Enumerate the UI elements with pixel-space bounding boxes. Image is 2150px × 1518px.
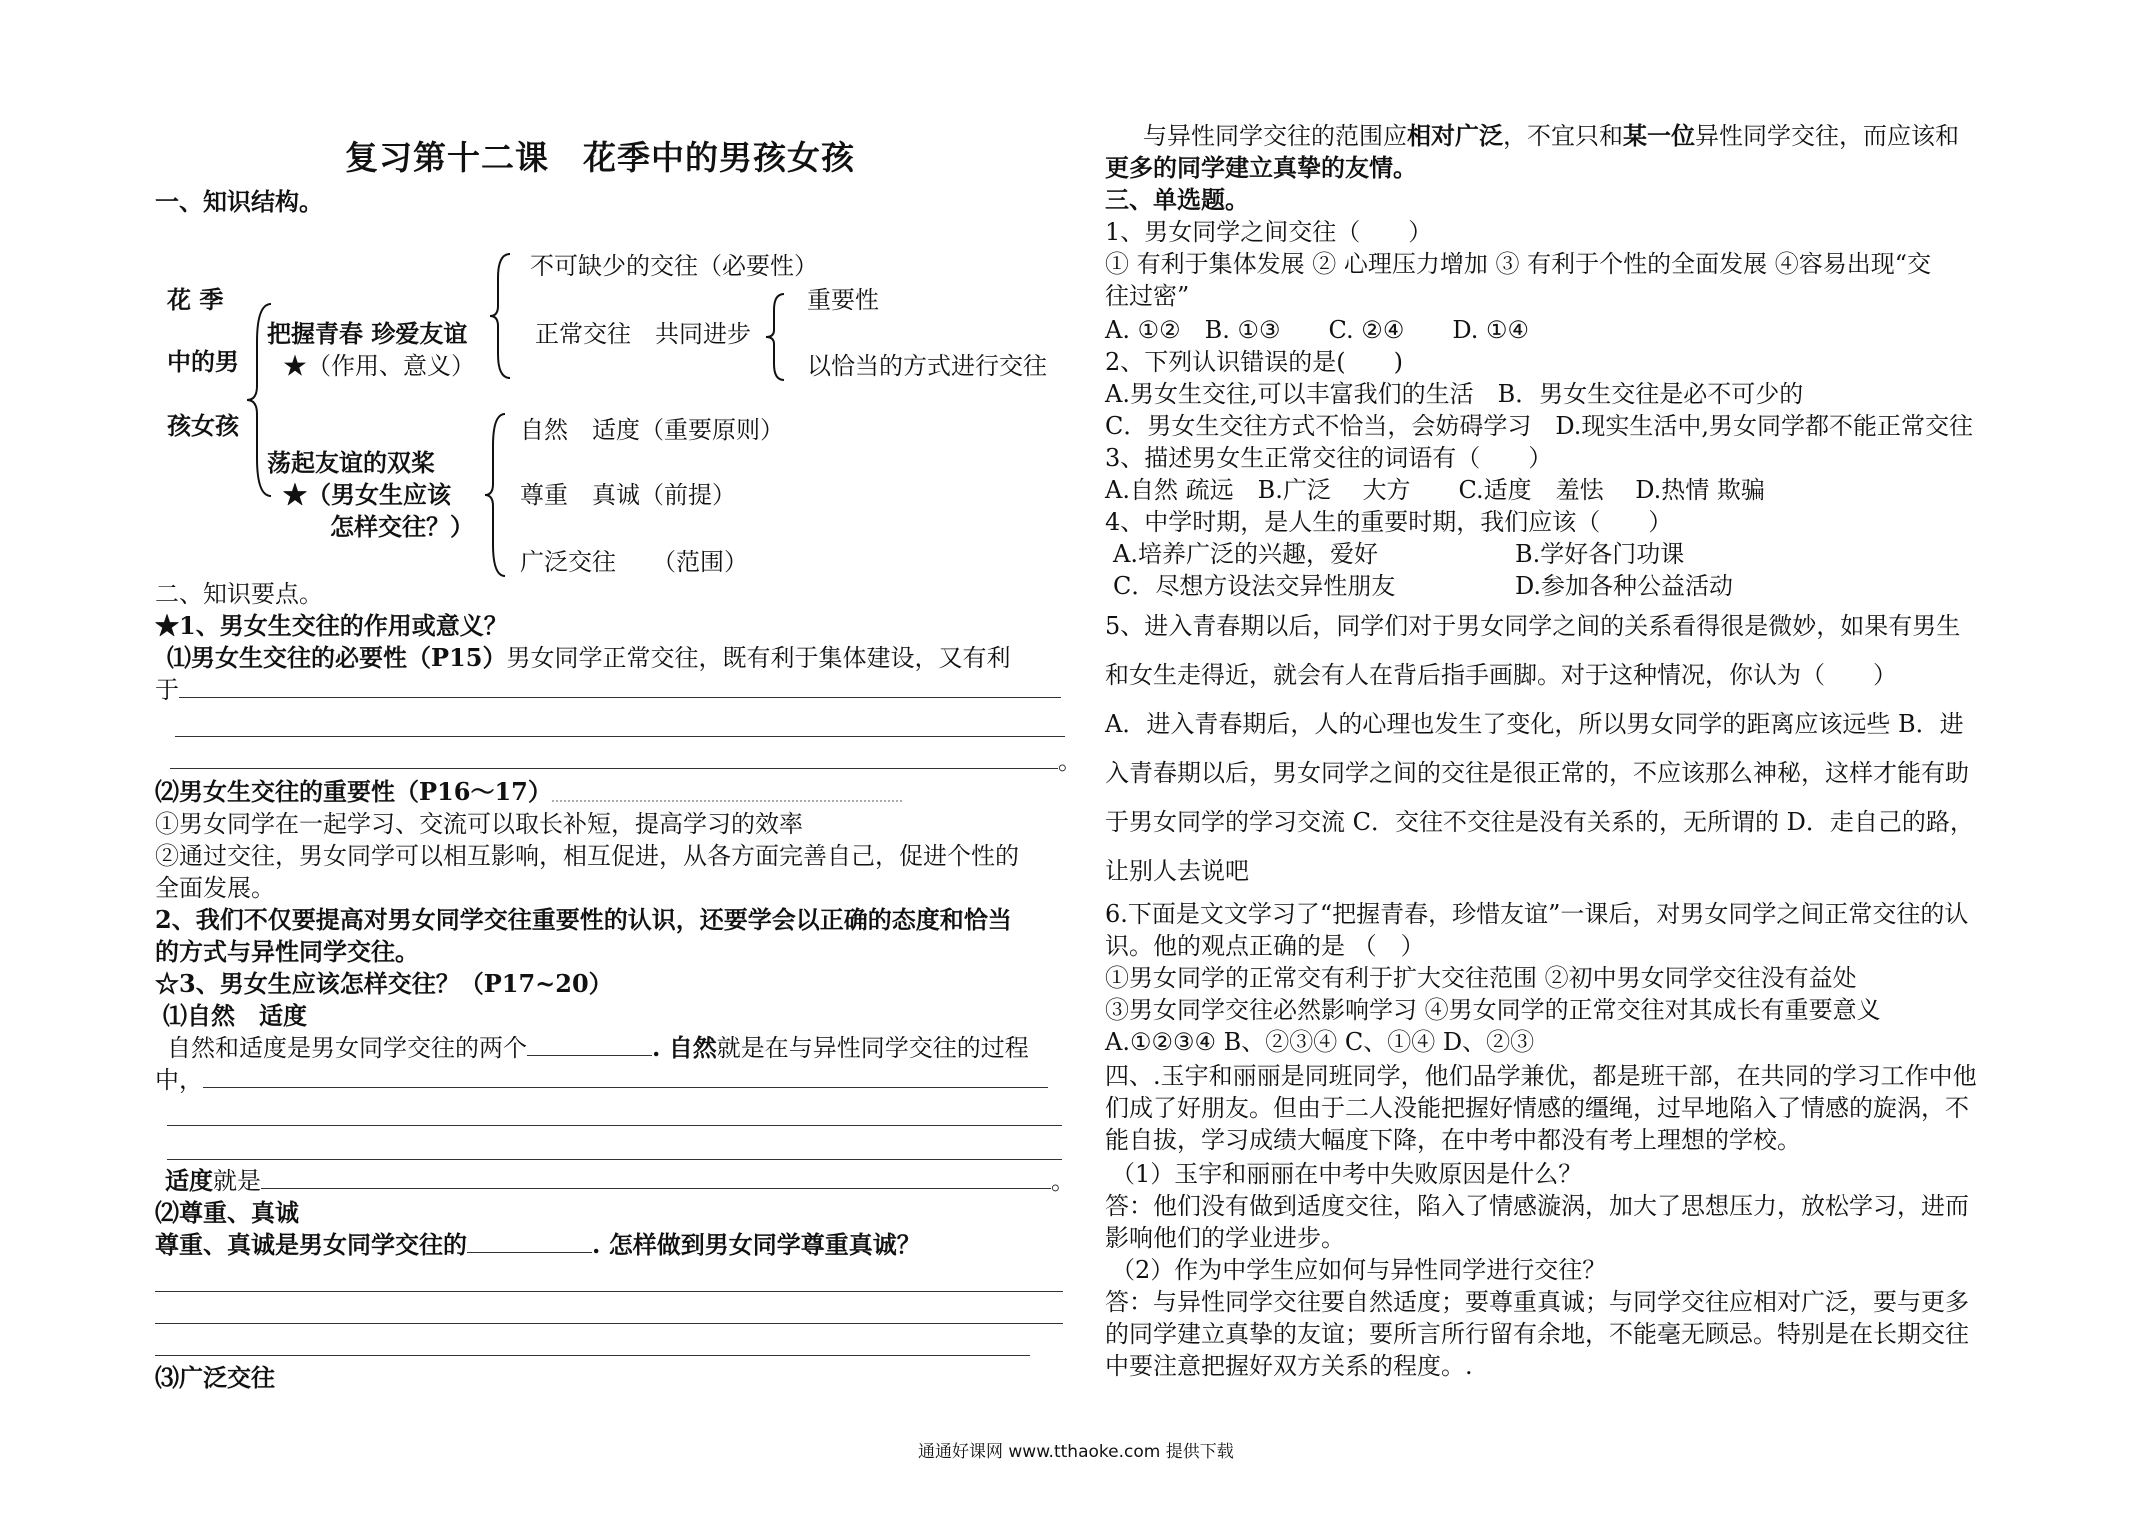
section-4-answer-2-line-2: 的同学建立真挚的友谊；要所言所行留有余地，不能毫无顾忌。特别是在长期交往 [1105,1320,1969,1348]
tree-root-line-2: 中的男 [167,347,239,376]
mc-question-5-line-2: 和女生走得近，就会有人在背后指手画脚。对于这种情况，你认为（ ） [1105,661,1897,689]
section-key-points: 二、知识要点。 [155,580,323,608]
mc-question-2: 2、下列认识错误的是( ) [1105,348,1403,376]
tree-branch1-item-2: 正常交往 共同进步 [535,320,751,348]
tree-root-line-3: 孩女孩 [167,411,239,440]
importance-point-2: ②通过交往，男女同学可以相互影响，相互促进，从各方面完善自己，促进个性的 [155,842,1019,870]
mc-question-4-choice-c: C．尽想方设法交异性朋友 [1113,572,1396,600]
answer-blank-line [155,1290,1063,1292]
mc-question-3-choices: A.自然 疏远 B.广泛 大方 C.适度 羞怯 D.热情 欺骗 [1105,476,1765,504]
tree-branch2-sub1: ★（男女生应该 [283,480,451,509]
mc-question-1-options: ① 有利于集体发展 ② 心理压力增加 ③ 有利于个性的全面发展 ④容易出现“交 [1105,250,1932,278]
mc-question-6-line-1: 6.下面是文文学习了“把握青春，珍惜友谊”一课后，对男女同学之间正常交往的认 [1105,900,1969,928]
tree-branch2-label: 荡起友谊的双桨 [267,448,435,477]
question-3-heading: ☆3、男女生应该怎样交往？（P17~20） [155,969,613,998]
tree-branch2-brace [483,412,509,578]
broad-interaction-heading: ⑶广泛交往 [155,1363,275,1392]
tree-branch2-sub2: 怎样交往？） [330,512,474,541]
mc-question-5-line-6: 让别人去说吧 [1105,857,1249,885]
necessity-line-2: 于 [155,674,1061,706]
answer-blank-line [155,1322,1063,1324]
section-4-question-1: （1）玉宇和丽丽在中考中失败原因是什么？ [1111,1160,1583,1188]
range-line-2: 更多的同学建立真挚的友情。 [1105,153,1417,182]
mc-question-6-statement-2: ③男女同学交往必然影响学习 ④男女同学的正常交往对其成长有重要意义 [1105,996,1881,1024]
section-4-question-2: （2）作为中学生应如何与异性同学进行交往？ [1111,1256,1607,1284]
mc-question-5-line-4: 入青春期以后，男女同学之间的交往是很正常的，不应该那么神秘，这样才能有助 [1105,759,1969,787]
natural-moderate-line-2: 中， [155,1064,1048,1096]
mc-question-4: 4、中学时期，是人生的重要时期，我们应该（ ） [1105,508,1673,536]
mc-question-3: 3、描述男女生正常交往的词语有（ ） [1105,444,1553,472]
tree-sub-item-2: 以恰当的方式进行交往 [807,352,1047,380]
mc-question-6-statement-1: ①男女同学的正常交有利于扩大交往范围 ②初中男女同学交往没有益处 [1105,964,1857,992]
mc-question-1-options-cont: 往过密” [1105,282,1190,310]
answer-blank-line [155,1354,1030,1356]
answer-blank-line [167,1158,1062,1160]
natural-moderate-heading: ⑴自然 适度 [163,1001,307,1030]
tree-sub-brace [764,292,788,382]
tree-branch2-item-3: 广泛交往 （范围） [520,548,748,576]
section-4-answer-2-line-1: 答：与异性同学交往要自然适度；要尊重真诚；与同学交往应相对广泛，要与更多 [1105,1288,1969,1316]
mc-question-2-choice-ab: A.男女生交往,可以丰富我们的生活 B．男女生交往是必不可少的 [1105,380,1804,408]
importance-point-2-cont: 全面发展。 [155,874,275,902]
section-knowledge-structure: 一、知识结构。 [155,187,323,216]
section-single-choice: 三、单选题。 [1105,185,1249,214]
mc-question-4-choice-b: B.学好各门功课 [1515,540,1685,568]
tree-branch2-item-2: 尊重 真诚（前提） [520,481,736,509]
mc-question-6-line-2: 识。他的观点正确的是 （ ） [1105,932,1425,960]
question-2-line-1: 2、我们不仅要提高对男女同学交往重要性的认识，还要学会以正确的态度和恰当 [155,905,1012,934]
mc-question-6-choices: A.①②③④ B、②③④ C、①④ D、②③ [1105,1028,1535,1056]
answer-blank-line [175,735,1065,737]
natural-moderate-line-1: 自然和适度是男女同学交往的两个 . 自然就是在与异性同学交往的过程 [167,1033,1029,1062]
importance-point-1: ①男女同学在一起学习、交流可以取长补短，提高学习的效率 [155,810,803,838]
necessity-line-3: 。 [170,745,1082,777]
mc-question-5-line-1: 5、进入青春期以后，同学们对于男女同学之间的关系看得很是微妙，如果有男生 [1105,612,1961,640]
section-4-answer-1-line-1: 答：他们没有做到适度交往，陷入了情感漩涡，加大了思想压力，放松学习，进而 [1105,1192,1969,1220]
mc-question-1-choices: A. ①② B. ①③ C. ②④ D. ①④ [1105,316,1530,344]
section-4-answer-1-line-2: 影响他们的学业进步。 [1105,1224,1345,1252]
respect-sincere-heading: ⑵尊重、真诚 [155,1198,299,1227]
mc-question-4-choice-d: D.参加各种公益活动 [1515,572,1734,600]
section-4-line-3: 能自拔，学习成绩大幅度下降，在中考中都没有考上理想的学校。 [1105,1126,1801,1154]
tree-branch1-label: 把握青春 珍爱友谊 [267,319,468,348]
section-4-line-1: 四、.玉宇和丽丽是同班同学，他们品学兼优，都是班干部，在共同的学习工作中他 [1105,1062,1977,1090]
mc-question-4-choice-a: A.培养广泛的兴趣，爱好 [1113,540,1378,568]
mc-question-1: 1、男女同学之间交往（ ） [1105,218,1433,246]
answer-blank-line [167,1124,1062,1126]
tree-branch1-item-1: 不可缺少的交往（必要性） [530,252,818,280]
question-1-heading: ★1、男女生交往的作用或意义？ [155,611,508,640]
tree-branch2-item-1: 自然 适度（重要原则） [520,416,784,444]
mc-question-2-choice-cd: C．男女生交往方式不恰当，会妨碍学习 D.现实生活中,男女同学都不能正常交往 [1105,412,1974,440]
moderate-line: 适度就是 。 [165,1166,1075,1195]
footer-credit: 通通好课网 www.tthaoke.com 提供下载 [918,1442,1234,1462]
tree-branch1-sub: ★（作用、意义） [283,352,475,380]
importance-heading: ⑵男女生交往的重要性（P16～17） [155,776,902,808]
respect-sincere-line: 尊重、真诚是男女同学交往的 . 怎样做到男女同学尊重真诚？ [155,1230,921,1259]
section-4-answer-2-line-3: 中要注意把握好双方关系的程度。. [1105,1352,1473,1380]
mc-question-5-line-5: 于男女同学的学习交流 C．交往不交往是没有关系的，无所谓的 D．走自己的路， [1105,808,1974,836]
mc-question-5-line-3: A．进入青春期后，人的心理也发生了变化，所以男女同学的距离应该远些 B．进 [1105,710,1964,738]
question-2-line-2: 的方式与异性同学交往。 [155,937,419,966]
tree-sub-item-1: 重要性 [807,286,879,314]
range-line-1: 与异性同学交往的范围应相对广泛，不宜只和某一位异性同学交往，而应该和 [1143,121,1959,150]
necessity-line-1: ⑴男女生交往的必要性（P15）男女同学正常交往，既有利于集体建设，又有利 [167,643,1011,672]
section-4-line-2: 们成了好朋友。但由于二人没能把握好情感的缰绳，过早地陷入了情感的旋涡，不 [1105,1094,1969,1122]
page-title: 复习第十二课 花季中的男孩女孩 [345,138,855,177]
tree-root-line-1: 花 季 [167,285,224,314]
tree-branch1-brace [488,252,514,380]
